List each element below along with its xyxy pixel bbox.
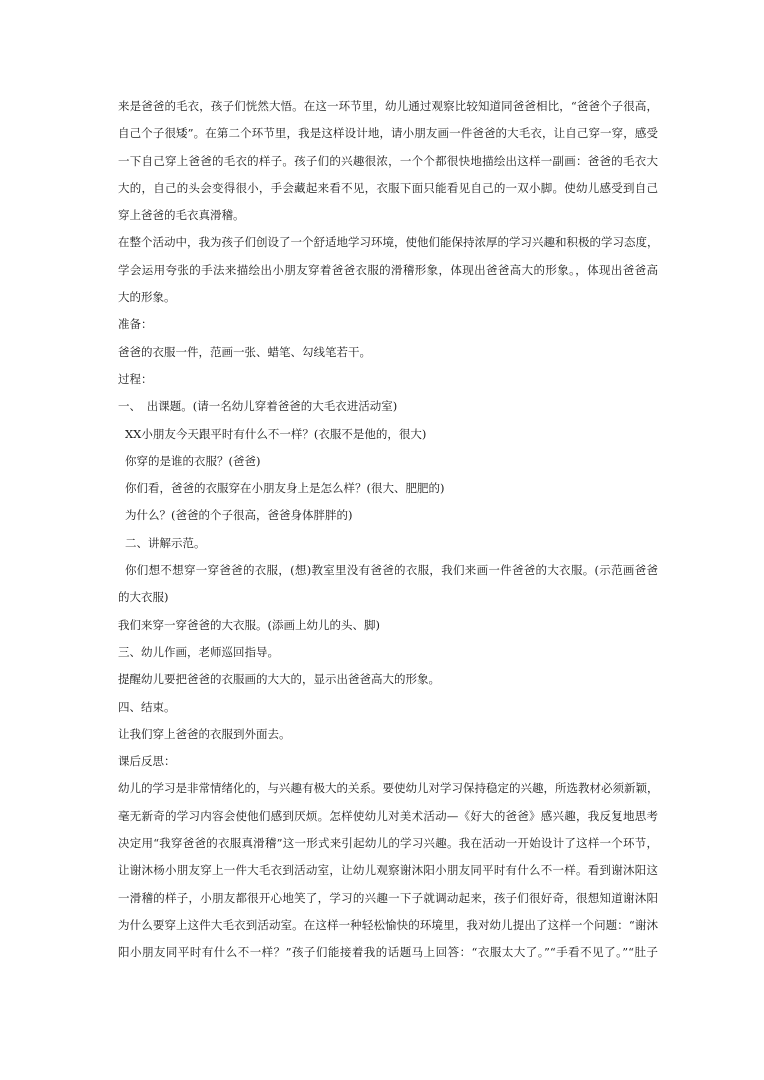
text-line: 二、讲解示范。: [125, 535, 206, 550]
text-line: 决定用“我穿爸爸的衣服真滑稽”这一形式来引起幼儿的学习兴趣。我在活动一开始设计了这样一个环节，: [118, 836, 658, 851]
text-line: 自己个子很矮”。在第二个环节里，我是这样设计地，请小朋友画一件爸爸的大毛衣，让自己穿一穿，感受: [118, 126, 658, 141]
text-line: 爸爸的衣服一件，范画一张、蜡笔、勾线笔若干。: [118, 344, 371, 359]
text-line: 课后反思：: [118, 754, 176, 769]
text-line: 让谢沐杨小朋友穿上一件大毛衣到活动室，让幼儿观察谢沐阳小朋友同平时有什么不一样。看到谢沐阳这: [118, 863, 658, 878]
text-line: 四、结束。: [118, 699, 176, 714]
text-line: 过程：: [118, 371, 153, 386]
text-line: 大的形象。: [118, 290, 176, 305]
text-line: 毫无新奇的学习内容会使他们感到厌烦。怎样使幼儿对美术活动—《好大的爸爸》感兴趣，我反复地思考: [118, 808, 658, 823]
text-line: 你穿的是谁的衣服？(爸爸): [125, 453, 261, 468]
text-line: 穿上爸爸的毛衣真滑稽。: [118, 208, 245, 223]
document-body: [118, 93, 658, 967]
text-line: 阳小朋友同平时有什么不一样？”孩子们能接着我的话题马上回答：“衣服太大了。”“手看不见了。”“肚子: [118, 945, 658, 960]
text-line: 在整个活动中，我为孩子们创设了一个舒适地学习环境，使他们能保持浓厚的学习兴趣和积极的学习态度，: [118, 235, 659, 250]
text-line: 为什么要穿上这件大毛衣到活动室。在这样一种轻松愉快的环境里，我对幼儿提出了这样一个问题：“谢沐: [118, 917, 658, 932]
text-line: 提醒幼儿要把爸爸的衣服画的大大的，显示出爸爸高大的形象。: [118, 672, 440, 687]
text-line: 你们看，爸爸的衣服穿在小朋友身上是怎么样？(很大、肥肥的): [125, 481, 445, 496]
text-line: 学会运用夸张的手法来描绘出小朋友穿着爸爸衣服的滑稽形象，体现出爸爸高大的形象。，体现出爸爸高: [118, 262, 658, 277]
text-line: 一下自己穿上爸爸的毛衣的样子。孩子们的兴趣很浓，一个个都很快地描绘出这样一副画：爸爸的毛衣大: [118, 153, 658, 168]
text-line: XX小朋友今天跟平时有什么不一样？(衣服不是他的，很大): [125, 426, 427, 441]
text-line: 幼儿的学习是非常情绪化的，与兴趣有极大的关系。要使幼儿对学习保持稳定的兴趣，所选教材必须新颖，: [118, 781, 659, 796]
text-line: 你们想不想穿一穿爸爸的衣服，(想)教室里没有爸爸的衣服，我们来画一件爸爸的大衣服。(示范画爸爸: [125, 563, 658, 578]
text-line: 的大衣服): [118, 590, 169, 605]
text-line: 三、幼儿作画，老师巡回指导。: [118, 644, 279, 659]
text-line: 来是爸爸的毛衣，孩子们恍然大悟。在这一环节里，幼儿通过观察比较知道同爸爸相比，“爸爸个子很高，: [118, 99, 658, 113]
text-line: 为什么？(爸爸的个子很高，爸爸身体胖胖的): [125, 508, 353, 523]
text-line: 一滑稽的样子，小朋友都很开心地笑了，学习的兴趣一下子就调动起来，孩子们很好奇，很想知道谢沐阳: [118, 890, 658, 905]
text-line: 准备：: [118, 317, 153, 332]
text-line: 让我们穿上爸爸的衣服到外面去。: [118, 726, 291, 741]
text-line: 我们来穿一穿爸爸的大衣服。(添画上幼儿的头、脚): [118, 617, 380, 632]
text-line: 大的，自己的头会变得很小，手会藏起来看不见，衣服下面只能看见自己的一双小脚。使幼儿感受到自己: [118, 180, 658, 195]
text-line: 一、 出课题。(请一名幼儿穿着爸爸的大毛衣进活动室): [118, 399, 398, 414]
